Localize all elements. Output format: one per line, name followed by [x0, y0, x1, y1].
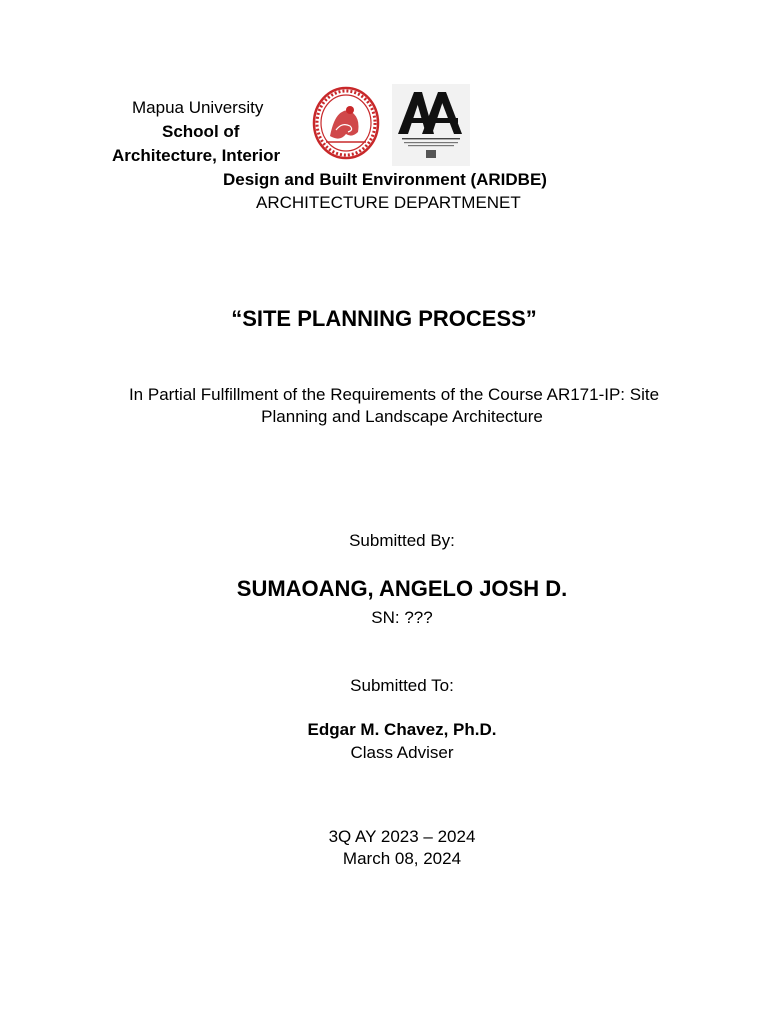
school-line-3: Design and Built Environment (ARIDBE) [223, 170, 547, 189]
submitted-to-label: Submitted To: [350, 676, 454, 695]
mapua-seal-logo [312, 86, 380, 160]
school-line-2: Architecture, Interior [112, 146, 281, 165]
fulfillment-line-2: Planning and Landscape Architecture [261, 407, 543, 426]
document-title: “SITE PLANNING PROCESS” [231, 306, 537, 331]
architecture-department-logo [392, 84, 470, 166]
submitted-by-label: Submitted By: [349, 531, 455, 550]
student-number: SN: ??? [371, 608, 433, 627]
submission-date: March 08, 2024 [342, 849, 462, 868]
adviser-role: Class Adviser [350, 743, 454, 762]
academic-term: 3Q AY 2023 – 2024 [328, 827, 476, 846]
fulfillment-line-1: In Partial Fulfillment of the Requirements of the Course AR171-IP: Site [128, 385, 660, 404]
student-name: SUMAOANG, ANGELO JOSH D. [236, 576, 568, 601]
school-line-1: School of [162, 122, 240, 141]
department-name: ARCHITECTURE DEPARTMENET [256, 193, 521, 212]
adviser-name: Edgar M. Chavez, Ph.D. [307, 720, 497, 739]
university-name: Mapua University [132, 98, 264, 117]
